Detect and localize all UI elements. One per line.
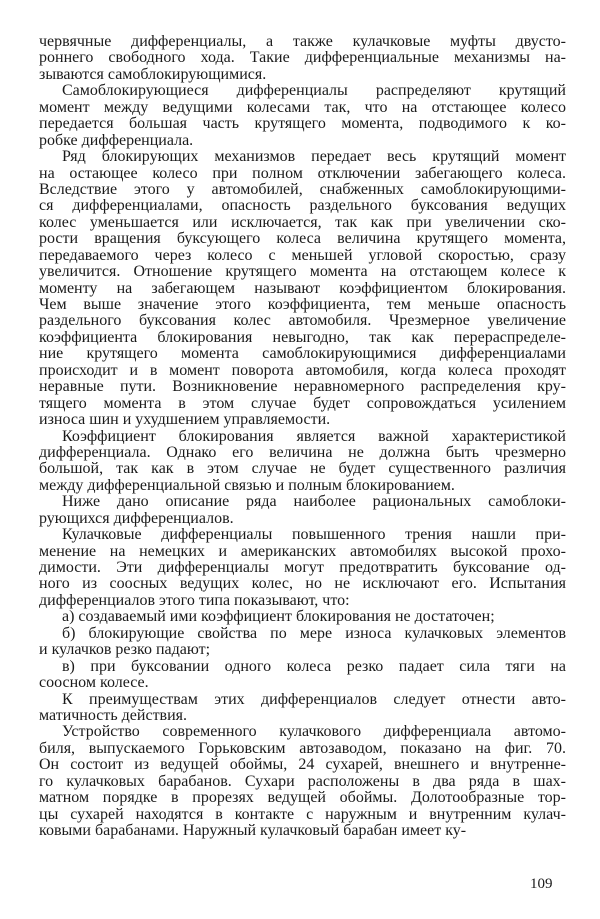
text-line: на остающее колесо при полном отключении забегающего колеса. bbox=[39, 165, 566, 182]
text-line: а) создаваемый ими коэффициент блокирования не достаточен; bbox=[62, 609, 495, 626]
text-line: в) при буксовании одного колеса резко падает сила тяги на bbox=[62, 658, 566, 675]
text-line: Ряд блокирующих механизмов передает весь крутящий момент bbox=[62, 149, 566, 166]
paragraph bbox=[39, 724, 566, 839]
text-line: го кулачковых барабанов. Сухари расположены в два ряда в шах- bbox=[39, 773, 566, 790]
text-line: Чем выше значение этого коэффициента, тем меньше опасность bbox=[39, 297, 566, 313]
paragraph bbox=[39, 149, 566, 428]
text-line: между дифференциальной связью и полным блокированием. bbox=[39, 477, 455, 494]
text-line: роннего свободного хода. Такие дифференциальные механизмы на- bbox=[39, 50, 566, 67]
text-line: ного из соосных ведущих колес, но не исключают его. Испытания bbox=[39, 576, 566, 593]
text-line: биля, выпускаемого Горьковским автозаводом, показано на фиг. 70. bbox=[39, 740, 566, 757]
paragraph bbox=[39, 609, 566, 625]
text-line: Ниже дано описание ряда наиболее рациональных самоблоки- bbox=[62, 494, 566, 511]
text-line: рости вращения буксующего колеса величина крутящего момента, bbox=[39, 231, 566, 248]
paragraph bbox=[39, 429, 566, 495]
text-line: большой, так как в этом случае не будет существенного различия bbox=[39, 461, 566, 478]
text-line: Устройство современного кулачкового дифференциала автомо- bbox=[62, 724, 566, 741]
text-line: рующихся дифференциалов. bbox=[39, 510, 234, 527]
text-line: Вследствие этого у автомобилей, снабженных самоблокирующими- bbox=[39, 181, 566, 198]
text-line: дифференциалов этого типа показывают, что: bbox=[39, 592, 350, 609]
text-line: Коэффициент блокирования является важной характеристикой bbox=[62, 428, 566, 445]
text-line: цы сухарей находятся в контакте с наружным и внутренним кулач- bbox=[39, 806, 566, 823]
text-line: передается бо́льшая часть крутящего момента, подводимого к ко- bbox=[39, 116, 566, 133]
text-line: ся дифференциалами, опасность раздельного буксования ведущих bbox=[39, 198, 566, 215]
text-line: моменту на забегающем называют коэффициентом блокирования. bbox=[39, 280, 566, 297]
paragraph bbox=[39, 692, 566, 725]
text-line: увеличится. Отношение крутящего момента на отстающем колесе к bbox=[39, 264, 566, 281]
text-line: ковыми барабанами. Наружный кулачковый барабан имеет ку- bbox=[39, 823, 467, 839]
text-line: б) блокирующие свойства по мере износа кулачковых элементов bbox=[62, 625, 566, 642]
paragraph bbox=[39, 494, 566, 527]
paragraph bbox=[39, 34, 566, 83]
paragraph bbox=[39, 527, 566, 609]
text-line: матном порядке в прорезях ведущей обоймы. Долотообразные тор- bbox=[39, 790, 566, 807]
text-line: раздельного буксования колес автомобиля. Чрезмерное увеличение bbox=[39, 313, 566, 330]
text-line: момент между ведущими колесами так, что на отстающее колесо bbox=[39, 99, 566, 116]
text-line: Он состоит из ведущей обоймы, 24 сухарей, внешнего и внутренне- bbox=[39, 757, 566, 774]
paragraph bbox=[39, 83, 566, 149]
text-line: коэффициента блокирования невыгодно, так как перераспределе- bbox=[39, 329, 566, 346]
text-line: К преимуществам этих дифференциалов следует отнести авто- bbox=[62, 691, 566, 708]
text-line: робке дифференциала. bbox=[39, 132, 194, 149]
page-number: 109 bbox=[530, 876, 553, 892]
text-line: димости. Эти дифференциалы могут предотвратить буксование од- bbox=[39, 560, 566, 576]
text-line: колес уменьшается или исключается, так как при увеличении ско- bbox=[39, 214, 566, 231]
text-line: износа шин и ухудшением управляемости. bbox=[39, 412, 331, 429]
text-line: соосном колесе. bbox=[39, 675, 149, 692]
text-line: дифференциала. Однако его величина не должна быть чрезмерно bbox=[39, 444, 566, 461]
text-line: Кулачковые дифференциалы повышенного трения нашли при- bbox=[62, 527, 566, 544]
text-line: тящего момента в этом случае будет сопровождаться усилением bbox=[39, 395, 566, 412]
text-line: неравные пути. Возникновение неравномерного распределения кру- bbox=[39, 379, 566, 396]
text-line: Самоблокирующиеся дифференциалы распределяют крутящий bbox=[62, 83, 566, 100]
text-line: червячные дифференциалы, а также кулачковые муфты двусто- bbox=[39, 34, 566, 50]
text-line: передаваемого через колесо с меньшей угловой скоростью, сразу bbox=[39, 247, 566, 264]
text-line: и кулачков резко падают; bbox=[39, 642, 211, 659]
page-body bbox=[39, 34, 566, 839]
paragraph bbox=[39, 626, 566, 659]
text-line: матичность действия. bbox=[39, 707, 188, 724]
text-line: ние крутящего момента самоблокирующимися дифференциалами bbox=[39, 346, 566, 363]
paragraph bbox=[39, 659, 566, 692]
text-line: зываются самоблокирующимися. bbox=[39, 66, 267, 83]
text-line: происходит и в момент поворота автомобиля, когда колеса проходят bbox=[39, 362, 566, 379]
text-line: менение на немецких и американских автомобилях высокой прохо- bbox=[39, 543, 566, 560]
